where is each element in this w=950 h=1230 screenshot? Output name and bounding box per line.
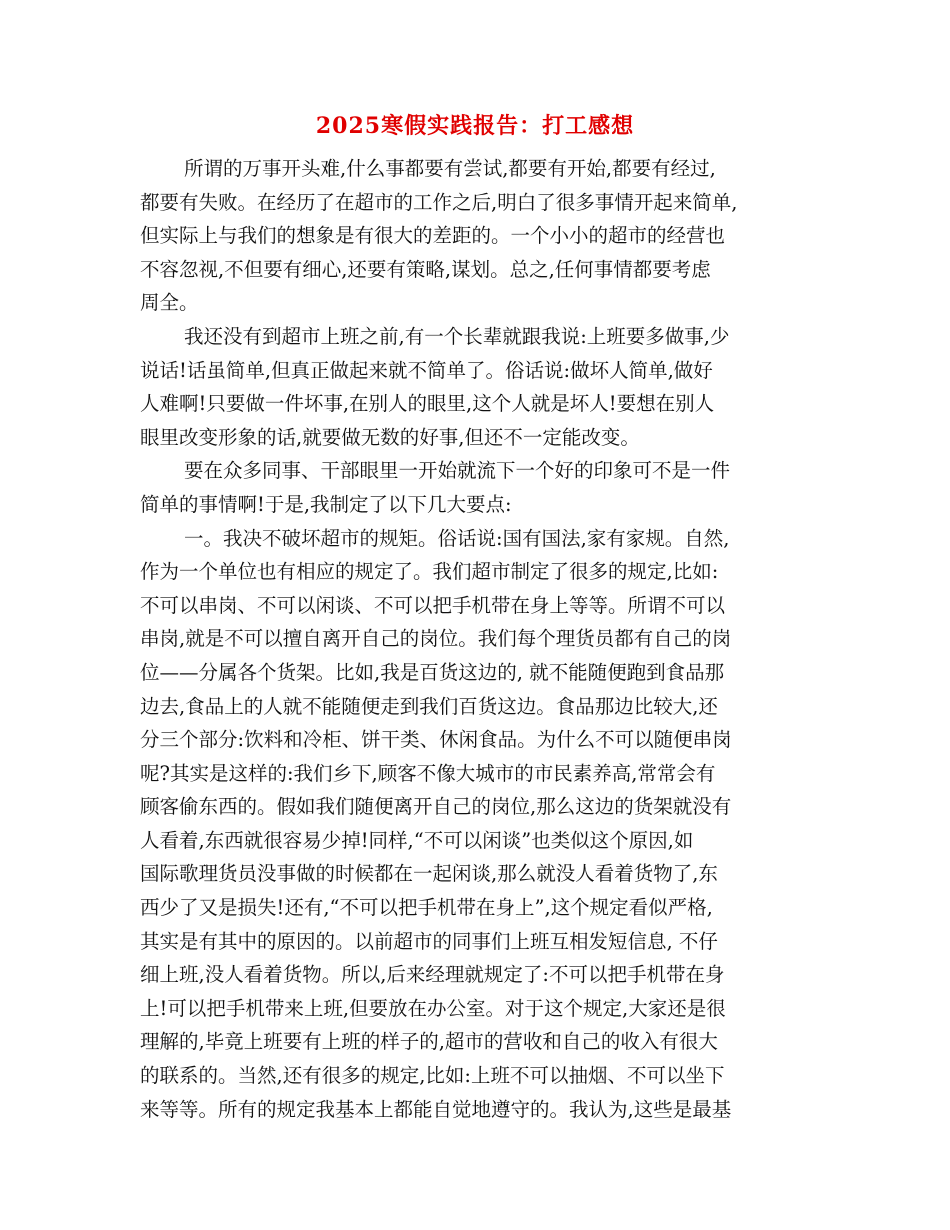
- document-body: [140, 152, 820, 1126]
- text-line: 说话!话虽简单,但真正做起来就不简单了。俗话说:做坏人简单,做好: [140, 358, 713, 382]
- text-line: 但实际上与我们的想象是有很大的差距的。一个小小的超市的经营也: [140, 224, 726, 248]
- text-line: 的联系的。当然,还有很多的规定,比如:上班不可以抽烟、不可以坐下: [140, 1064, 725, 1088]
- text-line: 国际歌理货员没事做的时候都在一起闲谈,那么就没人看着货物了,东: [140, 862, 718, 886]
- text-line: 作为一个单位也有相应的规定了。我们超市制定了很多的规定,比如:: [140, 560, 719, 584]
- text-line: 西少了又是损失!还有,“不可以把手机带在身上”,这个规定看似严格,: [140, 896, 713, 920]
- text-line: 周全。: [140, 291, 199, 315]
- text-line: 其实是有其中的原因的。以前超市的同事们上班互相发短信息, 不仔: [140, 929, 718, 953]
- text-line: 位——分属各个货架。比如,我是百货这边的, 就不能随便跑到食品那: [140, 660, 725, 684]
- text-line: 串岗,就是不可以擅自离开自己的岗位。我们每个理货员都有自己的岗: [140, 627, 732, 651]
- text-line: 不可以串岗、不可以闲谈、不可以把手机带在身上等等。所谓不可以: [140, 593, 726, 617]
- text-line: 不容忽视,不但要有细心,还要有策略,谋划。总之,任何事情都要考虑: [140, 257, 711, 281]
- text-line: 细上班,没人看着货物。所以,后来经理就规定了:不可以把手机带在身: [140, 963, 725, 987]
- text-line: 呢?其实是这样的:我们乡下,顾客不像大城市的市民素养高,常常会有: [140, 761, 716, 785]
- text-line: 所谓的万事开头难,什么事都要有尝试,都要有开始,都要有经过,: [184, 157, 716, 180]
- text-line: 理解的,毕竟上班要有上班的样子的,超市的营收和自己的收入有很大: [140, 1030, 718, 1054]
- document-title: 2025寒假实践报告：打工感想: [315, 113, 635, 139]
- text-line: 我还没有到超市上班之前,有一个长辈就跟我说:上班要多做事,少: [184, 324, 730, 348]
- text-line: 人看着,东西就很容易少掉!同样,“不可以闲谈”也类似这个原因,如: [140, 828, 694, 852]
- text-line: 人难啊!只要做一件坏事,在别人的眼里,这个人就是坏人!要想在别人: [140, 392, 715, 416]
- text-line: 都要有失败。在经历了在超市的工作之后,明白了很多事情开起来简单,: [140, 190, 738, 214]
- text-line: 上!可以把手机带来上班,但要放在办公室。对于这个规定,大家还是很: [140, 996, 726, 1020]
- text-line: 眼里改变形象的话,就要做无数的好事,但还不一定能改变。: [140, 425, 640, 449]
- text-line: 顾客偷东西的。假如我们随便离开自己的岗位,那么这边的货架就没有: [140, 795, 732, 819]
- text-line: 一。我决不破坏超市的规矩。俗话说:国有国法,家有家规。自然,: [184, 526, 730, 550]
- text-line: 要在众多同事、干部眼里一开始就流下一个好的印象可不是一件: [184, 459, 731, 483]
- text-line: 简单的事情啊!于是,我制定了以下几大要点:: [140, 492, 512, 516]
- text-line: 来等等。所有的规定我基本上都能自觉地遵守的。我认为,这些是最基: [140, 1097, 732, 1121]
- text-line: 分三个部分:饮料和冷柜、饼干类、休闲食品。为什么不可以随便串岗: [140, 728, 732, 752]
- text-line: 边去,食品上的人就不能随便走到我们百货这边。食品那边比较大,还: [140, 694, 718, 718]
